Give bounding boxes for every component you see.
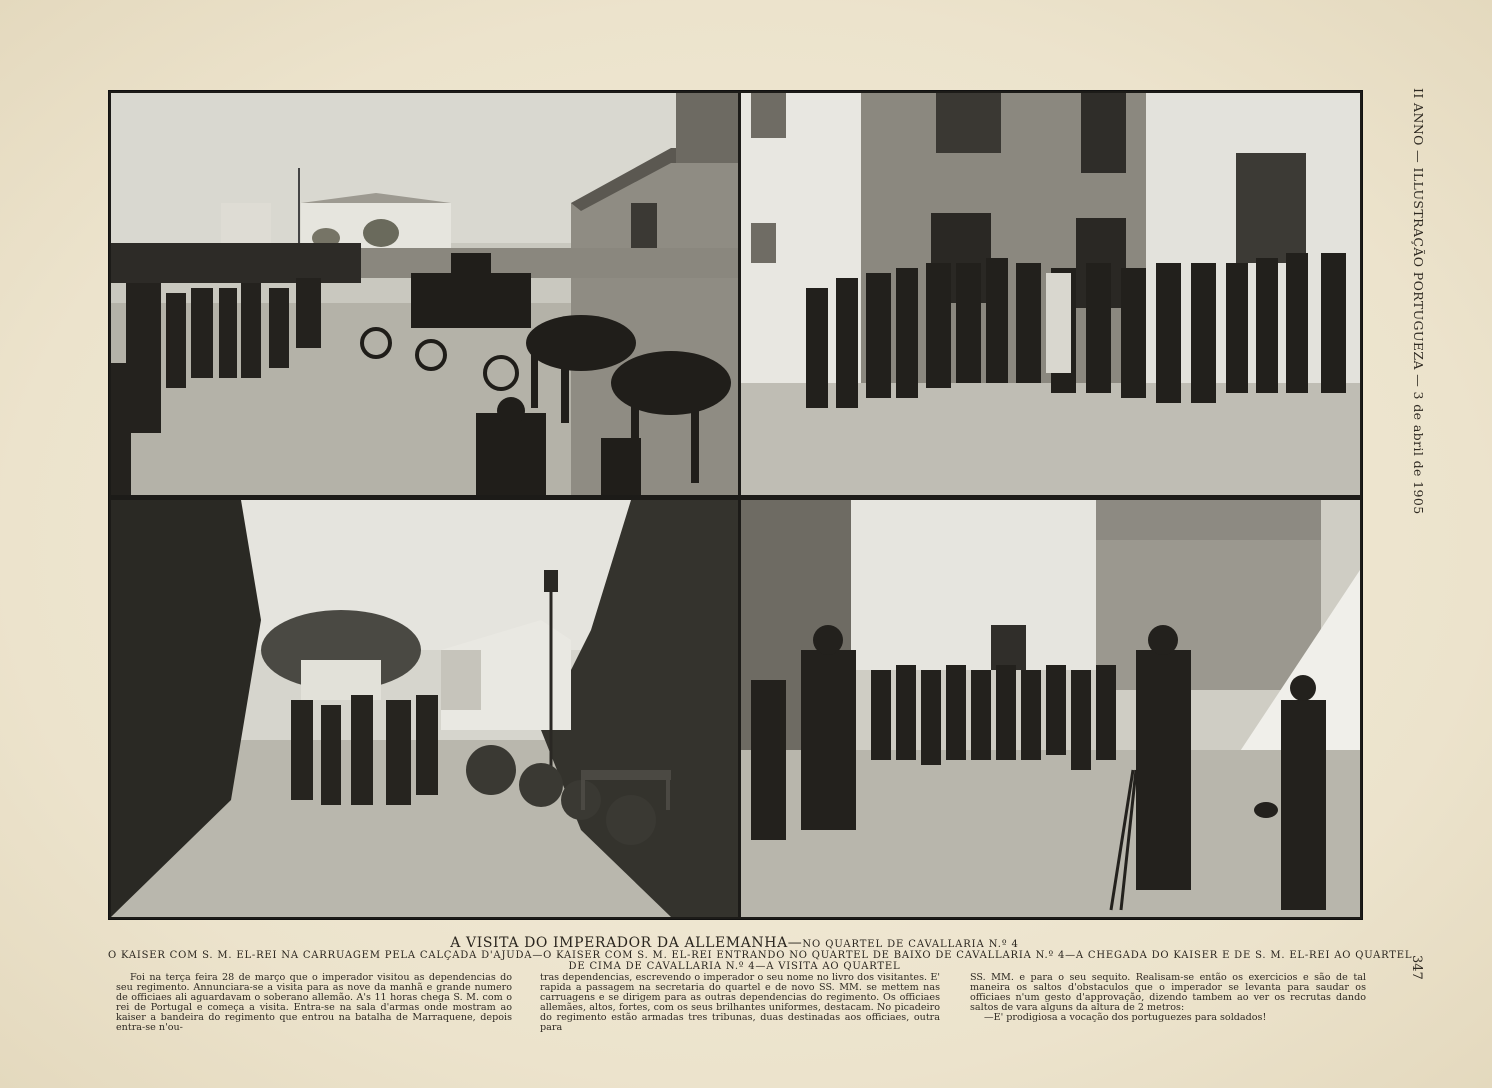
caption-line-2: O KAISER COM S. M. EL-REI NA CARRUAGEM PELA CALÇADA D'AJUDA—O KAISER COM S. M. EL-REI ENTRANDO NO QUARTEL DE BAIXO DE CAVALLARIA N.º 4—A CHEGADA DO KAISER E DE S. M. EL-REI AO QUARTEL <box>108 950 1413 961</box>
caption-title-sub: NO QUARTEL DE CAVALLARIA N.º 4 <box>802 939 1019 950</box>
page-number-text: 347 <box>1409 955 1424 980</box>
photo-grid <box>108 90 1363 920</box>
photo-garden-visit <box>111 500 738 917</box>
caption-line-3: DE CIMA DE CAVALLARIA N.º 4—A VISITA AO QUARTEL <box>568 961 901 972</box>
caption-title <box>108 935 1361 951</box>
running-header-text: II ANNO — ILLUSTRAÇÃO PORTUGUEZA — 3 de abril de 1905 <box>1411 88 1426 515</box>
caption-title-main: A VISITA DO IMPERADOR DA ALLEMANHA— <box>450 935 803 951</box>
running-header <box>1404 88 1434 515</box>
article-column-1 <box>116 973 512 1033</box>
photo-quartel-entrance <box>741 93 1360 495</box>
article-quote: —E' prodigiosa a vocação dos portuguezes para soldados! <box>984 1012 1267 1023</box>
page-number <box>1408 955 1428 995</box>
photo-quartel-arrival <box>741 500 1360 917</box>
article-column-2 <box>540 973 940 1033</box>
article-paragraph: tras dependencias, escrevendo o imperador o seu nome no livro dos visitantes. E' rapida a passagem na secretaria do quartel e de novo SS. MM. se mettem nas carruagens e se dirigem para as outras dependencias do regimento. Os officiaes allemães, altos, fortes, com os seus brilhantes uniformes, destacam. No picadeiro do regimento estão armadas tres tribunas, duas destinadas aos officiaes, outra para <box>540 972 940 1033</box>
article-paragraph: Foi na terça feira 28 de março que o imperador visitou as dependencias do seu regimento. Annunciara-se a visita para as nove da manhã e grande numero de officiaes ali aguardavam o soberano allemão. A's 11 horas chega S. M. com o rei de Portugal e começa a visita. Entra-se na sala d'armas onde mostram ao kaiser a bandeira do regimento que entrou na batalha de Marraquene, depois entra-se n'ou- <box>116 972 512 1033</box>
article-paragraph: SS. MM. e para o seu sequito. Realisam-se então os exercicios e são de tal maneira os saltos d'obstaculos que o imperador se levanta para saudar os officiaes n'um gesto d'approvação, dizendo tambem ao ver os recrutas dando saltos de vara alguns da altura de 2 metros: <box>970 972 1366 1013</box>
photo-carriage-procession <box>111 93 738 495</box>
article-column-3 <box>970 973 1366 1023</box>
